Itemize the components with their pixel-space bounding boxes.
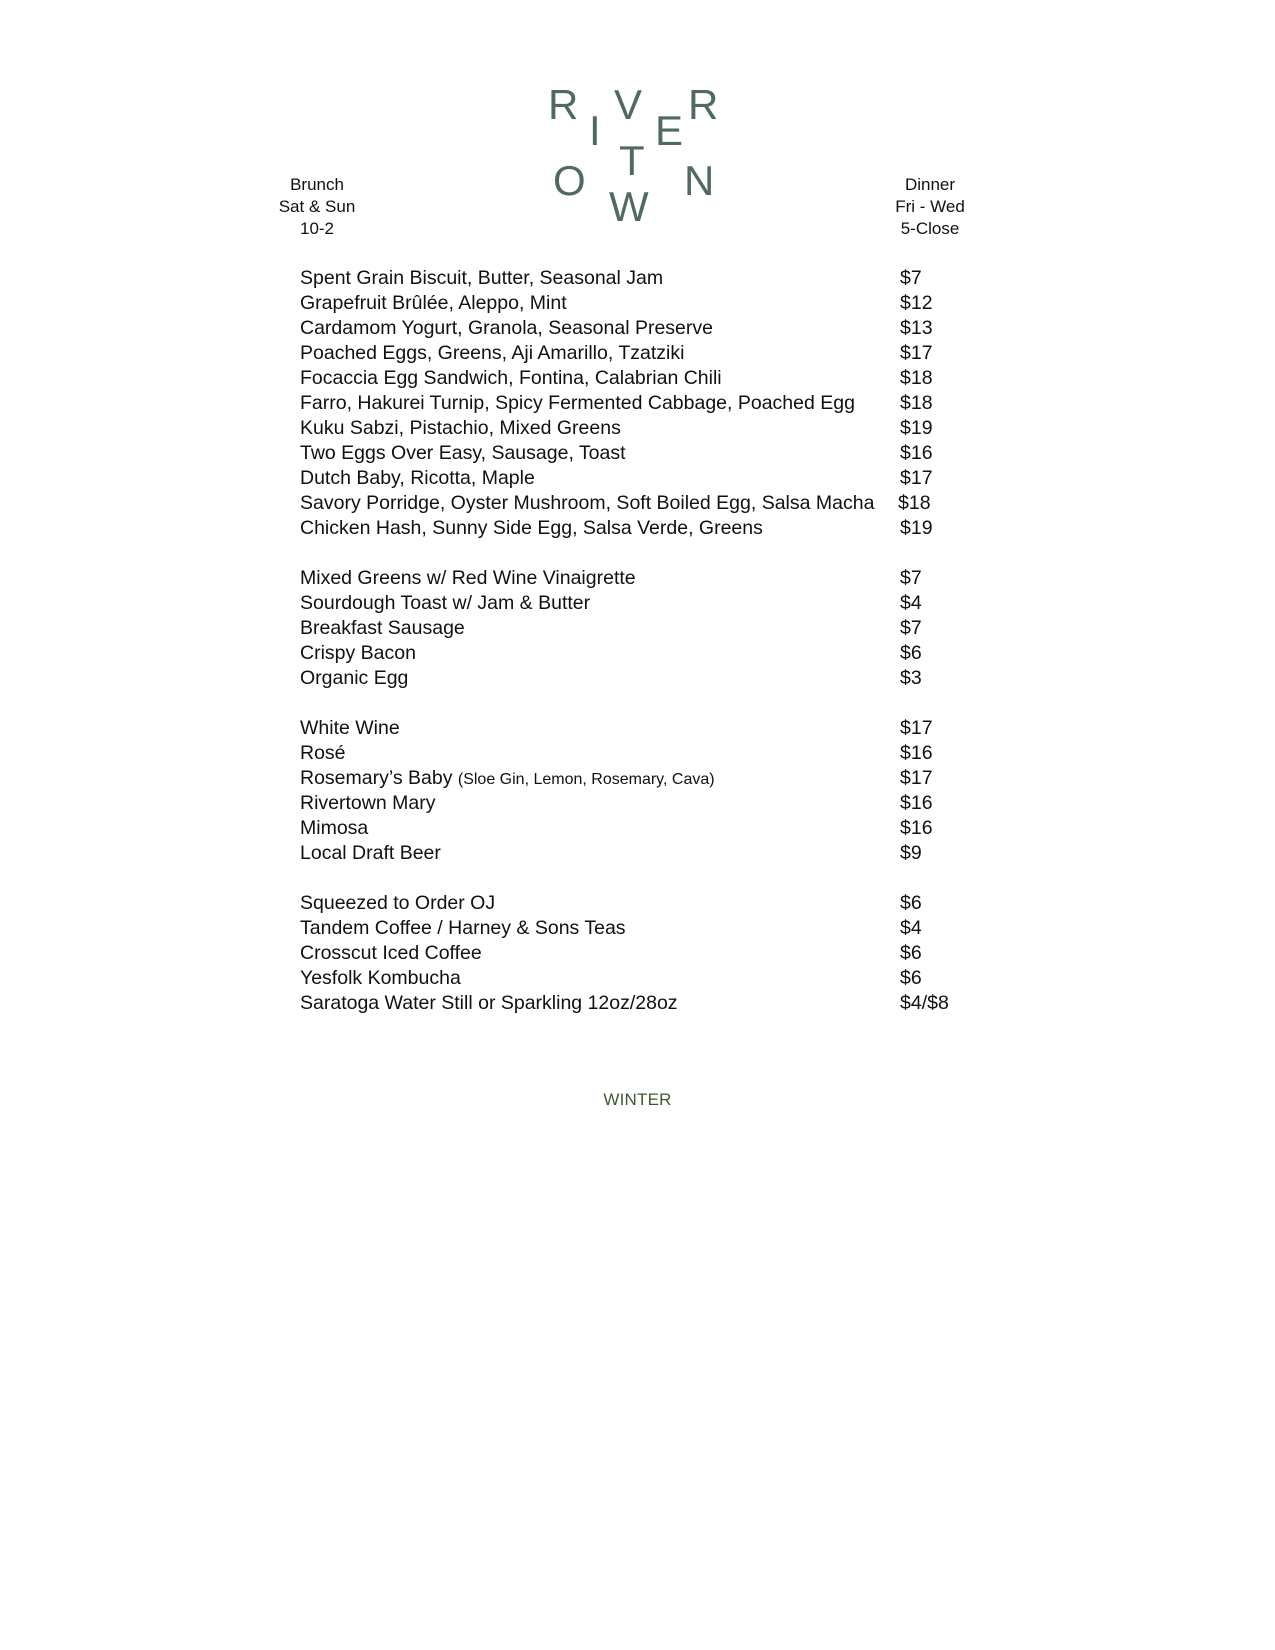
menu-item-title: Breakfast Sausage <box>300 617 465 639</box>
menu-item-price: $13 <box>900 317 933 339</box>
menu-item <box>300 466 990 491</box>
menu-item-name <box>300 791 435 816</box>
menu-item <box>300 591 990 616</box>
menu-item-price: $6 <box>900 642 922 664</box>
menu-item-price: $7 <box>900 617 922 639</box>
menu-item-name <box>300 341 684 366</box>
menu-item-name <box>300 816 368 841</box>
menu-item-title: White Wine <box>300 717 400 739</box>
menu-item-price: $7 <box>900 267 922 289</box>
brunch-times: 10-2 <box>299 219 335 238</box>
menu-item-name <box>300 266 663 291</box>
menu-item-title: Cardamom Yogurt, Granola, Seasonal Preserve <box>300 317 713 339</box>
menu-item-title: Dutch Baby, Ricotta, Maple <box>300 467 535 489</box>
menu-item <box>300 816 990 841</box>
menu-item-name <box>300 766 715 792</box>
section-gap <box>300 541 990 566</box>
menu-item-price: $18 <box>898 492 931 514</box>
section-gap <box>300 866 990 891</box>
menu-item-title: Focaccia Egg Sandwich, Fontina, Calabrian Chili <box>300 367 722 389</box>
logo-letter: N <box>684 157 715 204</box>
menu-item-name <box>300 841 441 866</box>
logo-letter: W <box>609 183 649 230</box>
menu-item-price: $6 <box>900 892 922 914</box>
menu-item-title: Farro, Hakurei Turnip, Spicy Fermented Cabbage, Poached Egg <box>300 392 855 414</box>
brunch-days: Sat & Sun <box>278 197 356 216</box>
menu-item-title: Squeezed to Order OJ <box>300 892 496 914</box>
menu-item-title: Sourdough Toast w/ Jam & Butter <box>300 592 591 614</box>
menu-item-title: Two Eggs Over Easy, Sausage, Toast <box>300 442 626 464</box>
menu-item-title: Saratoga Water Still or Sparkling 12oz/28oz <box>300 992 678 1014</box>
logo-letter: I <box>589 107 601 154</box>
menu-item-title: Yesfolk Kombucha <box>300 967 461 989</box>
menu-item-price: $17 <box>900 767 933 789</box>
menu-item-price: $18 <box>900 392 933 414</box>
menu-item-name <box>300 941 482 966</box>
menu-item-price: $16 <box>900 792 933 814</box>
menu-item-price: $17 <box>900 717 933 739</box>
menu-item-name <box>300 716 400 741</box>
menu-item-price: $16 <box>900 817 933 839</box>
season-label: WINTER <box>603 1090 672 1109</box>
menu-item-title: Grapefruit Brûlée, Aleppo, Mint <box>300 292 567 314</box>
brunch-label: Brunch <box>290 175 344 194</box>
menu-item <box>300 966 990 991</box>
menu-item <box>300 616 990 641</box>
menu-item-name <box>300 366 722 391</box>
menu-item-price: $17 <box>900 467 933 489</box>
menu-item-name <box>300 391 855 416</box>
menu-item-price: $6 <box>900 942 922 964</box>
menu-item-title: Rosé <box>300 742 346 764</box>
dinner-label: Dinner <box>904 175 956 194</box>
dinner-times: 5-Close <box>900 219 960 238</box>
menu-item <box>300 991 990 1016</box>
menu-item <box>300 291 990 316</box>
menu-item-title: Chicken Hash, Sunny Side Egg, Salsa Verde, Greens <box>300 517 763 539</box>
menu-item-name <box>300 741 346 766</box>
menu-item <box>300 941 990 966</box>
menu-item-name <box>300 416 621 441</box>
menu-item-name <box>300 291 567 316</box>
menu-item-price: $4/$8 <box>900 992 949 1014</box>
menu-item-title: Crosscut Iced Coffee <box>300 942 482 964</box>
menu-item-title: Mixed Greens w/ Red Wine Vinaigrette <box>300 567 636 589</box>
menu-item-name <box>300 641 416 666</box>
dinner-hours <box>885 174 975 240</box>
menu-item-name <box>300 491 874 516</box>
menu-item <box>300 391 990 416</box>
menu-item-title: Crispy Bacon <box>300 642 416 664</box>
menu-item <box>300 366 990 391</box>
menu-item-title: Poached Eggs, Greens, Aji Amarillo, Tzatziki <box>300 342 685 364</box>
menu-item <box>300 916 990 941</box>
menu-item <box>300 766 990 791</box>
logo-letter: R <box>548 81 579 128</box>
menu-list <box>300 266 990 1016</box>
menu-item-name <box>300 441 626 466</box>
menu-item-title: Mimosa <box>300 817 369 839</box>
menu-item-name <box>300 516 763 541</box>
menu-item <box>300 341 990 366</box>
rivertown-logo <box>548 81 728 234</box>
menu-item-name <box>300 591 590 616</box>
logo-letter: O <box>553 157 586 204</box>
brunch-hours <box>277 174 357 240</box>
menu-item-title: Organic Egg <box>300 667 409 689</box>
menu-item-title: Tandem Coffee / Harney & Sons Teas <box>300 917 626 939</box>
logo-letter: V <box>614 81 643 128</box>
section-gap <box>300 691 990 716</box>
menu-item-name <box>300 566 636 591</box>
menu-item-price: $6 <box>900 967 922 989</box>
menu-item-price: $16 <box>900 442 933 464</box>
menu-item <box>300 441 990 466</box>
menu-item-title: Kuku Sabzi, Pistachio, Mixed Greens <box>300 417 621 439</box>
menu-item-price: $18 <box>900 367 933 389</box>
logo-letter: R <box>688 81 719 128</box>
menu-item-price: $19 <box>900 417 933 439</box>
menu-item-name <box>300 991 678 1016</box>
menu-item-name <box>300 466 535 491</box>
menu-item-title: Rosemary’s Baby <box>300 767 453 789</box>
logo-letter: E <box>655 107 684 154</box>
menu-item <box>300 491 990 516</box>
menu-item <box>300 891 990 916</box>
menu-item <box>300 741 990 766</box>
menu-item-price: $7 <box>900 567 922 589</box>
menu-item <box>300 791 990 816</box>
menu-item-name <box>300 666 408 691</box>
menu-item <box>300 716 990 741</box>
menu-item <box>300 516 990 541</box>
menu-item-price: $12 <box>900 292 933 314</box>
menu-item <box>300 566 990 591</box>
menu-item <box>300 416 990 441</box>
menu-item <box>300 641 990 666</box>
menu-item-price: $3 <box>900 667 922 689</box>
logo-letter: T <box>619 137 645 184</box>
menu-item-name <box>300 316 713 341</box>
menu-item-price: $17 <box>900 342 933 364</box>
menu-item-price: $19 <box>900 517 933 539</box>
menu-item-name <box>300 891 495 916</box>
dinner-days: Fri - Wed <box>895 197 965 216</box>
menu-item <box>300 316 990 341</box>
menu-item-note: (Sloe Gin, Lemon, Rosemary, Cava) <box>457 771 715 788</box>
menu-item <box>300 266 990 291</box>
menu-item-price: $4 <box>900 592 922 614</box>
menu-item-price: $16 <box>900 742 933 764</box>
menu-item-title: Rivertown Mary <box>300 792 436 814</box>
menu-item-name <box>300 966 461 991</box>
menu-item <box>300 666 990 691</box>
menu-item-title: Local Draft Beer <box>300 842 441 864</box>
menu-item-title: Spent Grain Biscuit, Butter, Seasonal Jam <box>300 267 664 289</box>
menu-item-price: $9 <box>900 842 922 864</box>
menu-item <box>300 841 990 866</box>
menu-item-price: $4 <box>900 917 922 939</box>
menu-item-name <box>300 916 626 941</box>
menu-item-name <box>300 616 465 641</box>
menu-item-title: Savory Porridge, Oyster Mushroom, Soft Boiled Egg, Salsa Macha <box>300 492 875 514</box>
